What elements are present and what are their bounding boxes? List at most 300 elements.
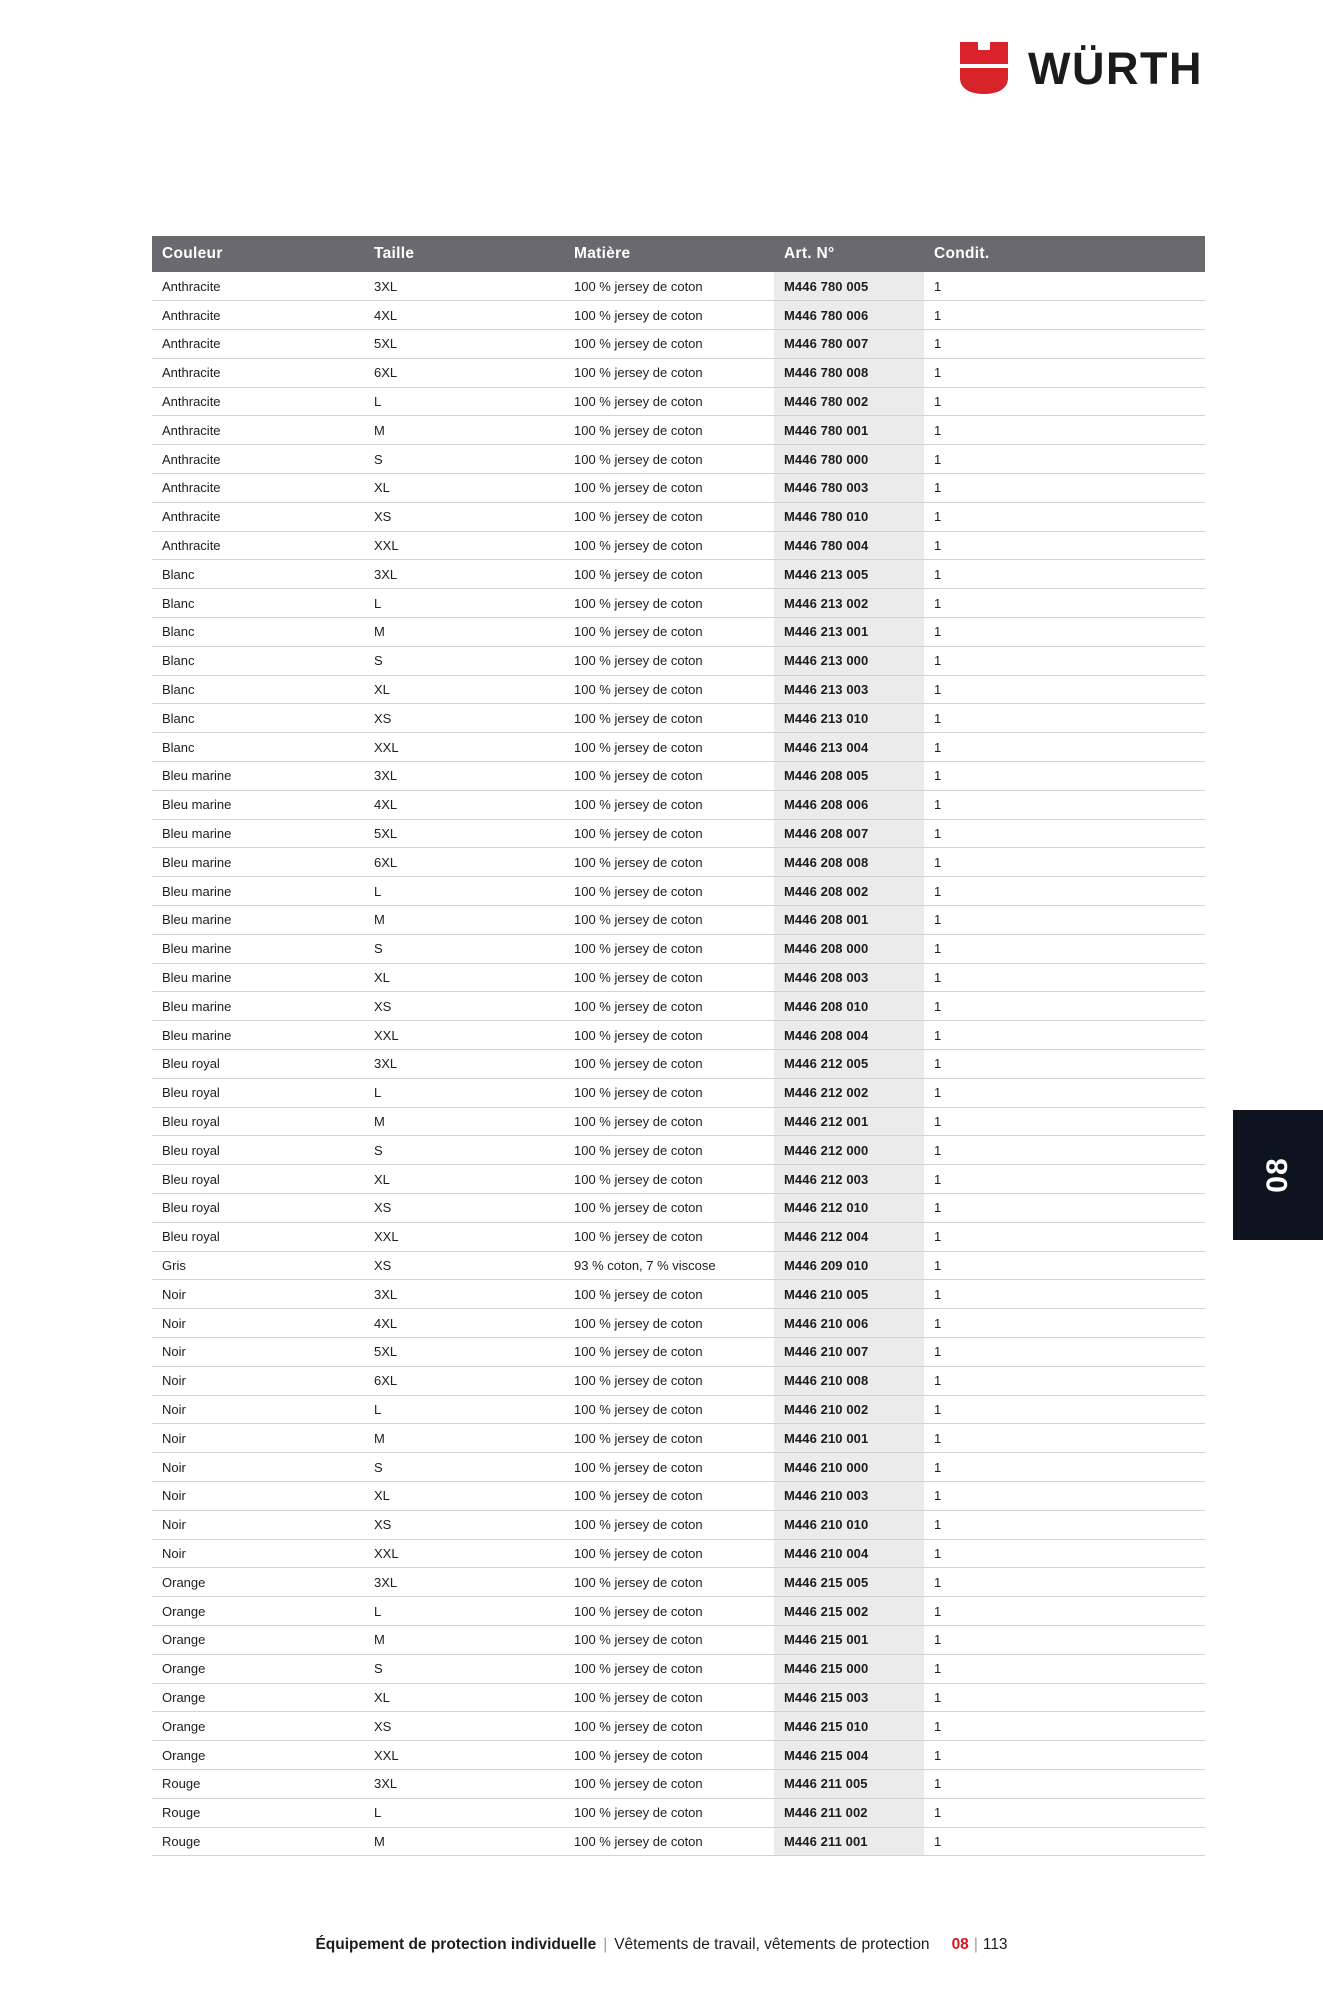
cell-art-no: M446 212 002 bbox=[774, 1078, 924, 1107]
cell-art-no: M446 208 005 bbox=[774, 762, 924, 791]
cell-condit: 1 bbox=[924, 906, 1205, 935]
cell-couleur: Bleu marine bbox=[152, 790, 364, 819]
cell-condit: 1 bbox=[924, 560, 1205, 589]
cell-condit: 1 bbox=[924, 1251, 1205, 1280]
cell-taille: XS bbox=[364, 502, 564, 531]
cell-matiere: 100 % jersey de coton bbox=[564, 1769, 774, 1798]
cell-couleur: Blanc bbox=[152, 618, 364, 647]
cell-art-no: M446 213 000 bbox=[774, 646, 924, 675]
table-row bbox=[152, 1222, 1205, 1251]
table-row bbox=[152, 560, 1205, 589]
cell-matiere: 100 % jersey de coton bbox=[564, 790, 774, 819]
cell-condit: 1 bbox=[924, 1654, 1205, 1683]
cell-matiere: 100 % jersey de coton bbox=[564, 762, 774, 791]
wurth-shield-icon bbox=[958, 40, 1010, 96]
table-row bbox=[152, 589, 1205, 618]
cell-condit: 1 bbox=[924, 445, 1205, 474]
table-header-row bbox=[152, 236, 1205, 272]
cell-condit: 1 bbox=[924, 618, 1205, 647]
cell-couleur: Noir bbox=[152, 1481, 364, 1510]
table-row bbox=[152, 1136, 1205, 1165]
table-row bbox=[152, 1510, 1205, 1539]
table-row bbox=[152, 1769, 1205, 1798]
cell-taille: 3XL bbox=[364, 1769, 564, 1798]
cell-matiere: 100 % jersey de coton bbox=[564, 906, 774, 935]
cell-taille: M bbox=[364, 416, 564, 445]
cell-taille: 3XL bbox=[364, 1280, 564, 1309]
cell-art-no: M446 211 005 bbox=[774, 1769, 924, 1798]
cell-condit: 1 bbox=[924, 531, 1205, 560]
cell-taille: XXL bbox=[364, 1539, 564, 1568]
cell-condit: 1 bbox=[924, 1222, 1205, 1251]
cell-condit: 1 bbox=[924, 1280, 1205, 1309]
cell-couleur: Noir bbox=[152, 1337, 364, 1366]
table-row bbox=[152, 445, 1205, 474]
cell-art-no: M446 212 005 bbox=[774, 1050, 924, 1079]
cell-art-no: M446 209 010 bbox=[774, 1251, 924, 1280]
cell-matiere: 100 % jersey de coton bbox=[564, 1798, 774, 1827]
cell-couleur: Bleu royal bbox=[152, 1194, 364, 1223]
table-row bbox=[152, 1712, 1205, 1741]
cell-matiere: 100 % jersey de coton bbox=[564, 1194, 774, 1223]
cell-condit: 1 bbox=[924, 1510, 1205, 1539]
table-row bbox=[152, 301, 1205, 330]
cell-taille: XXL bbox=[364, 1741, 564, 1770]
cell-condit: 1 bbox=[924, 1481, 1205, 1510]
cell-taille: XL bbox=[364, 963, 564, 992]
cell-matiere: 100 % jersey de coton bbox=[564, 1712, 774, 1741]
table-row bbox=[152, 1194, 1205, 1223]
cell-condit: 1 bbox=[924, 934, 1205, 963]
column-header-condit: Condit. bbox=[924, 236, 1205, 272]
table-row bbox=[152, 819, 1205, 848]
cell-taille: 3XL bbox=[364, 560, 564, 589]
cell-condit: 1 bbox=[924, 301, 1205, 330]
cell-taille: S bbox=[364, 646, 564, 675]
cell-taille: 5XL bbox=[364, 819, 564, 848]
cell-art-no: M446 208 000 bbox=[774, 934, 924, 963]
cell-couleur: Bleu marine bbox=[152, 762, 364, 791]
cell-condit: 1 bbox=[924, 1539, 1205, 1568]
table-body bbox=[152, 272, 1205, 1856]
cell-taille: M bbox=[364, 1625, 564, 1654]
table-row bbox=[152, 474, 1205, 503]
footer-section: Équipement de protection individuelle bbox=[315, 1936, 597, 1953]
cell-taille: XL bbox=[364, 1683, 564, 1712]
cell-art-no: M446 780 010 bbox=[774, 502, 924, 531]
cell-art-no: M446 213 002 bbox=[774, 589, 924, 618]
cell-condit: 1 bbox=[924, 1395, 1205, 1424]
cell-couleur: Orange bbox=[152, 1683, 364, 1712]
cell-matiere: 100 % jersey de coton bbox=[564, 272, 774, 301]
cell-taille: M bbox=[364, 1107, 564, 1136]
cell-art-no: M446 215 000 bbox=[774, 1654, 924, 1683]
footer-chapter-number: 08 bbox=[951, 1936, 969, 1953]
cell-condit: 1 bbox=[924, 790, 1205, 819]
table-row bbox=[152, 1654, 1205, 1683]
cell-matiere: 100 % jersey de coton bbox=[564, 704, 774, 733]
cell-matiere: 100 % jersey de coton bbox=[564, 1222, 774, 1251]
cell-condit: 1 bbox=[924, 992, 1205, 1021]
cell-couleur: Anthracite bbox=[152, 531, 364, 560]
cell-matiere: 100 % jersey de coton bbox=[564, 1165, 774, 1194]
cell-taille: M bbox=[364, 1827, 564, 1856]
table-row bbox=[152, 963, 1205, 992]
cell-condit: 1 bbox=[924, 762, 1205, 791]
cell-art-no: M446 208 008 bbox=[774, 848, 924, 877]
cell-matiere: 100 % jersey de coton bbox=[564, 330, 774, 359]
cell-art-no: M446 780 008 bbox=[774, 358, 924, 387]
cell-matiere: 100 % jersey de coton bbox=[564, 1337, 774, 1366]
cell-taille: 3XL bbox=[364, 272, 564, 301]
cell-art-no: M446 780 005 bbox=[774, 272, 924, 301]
table-row bbox=[152, 618, 1205, 647]
table-row bbox=[152, 733, 1205, 762]
cell-condit: 1 bbox=[924, 1453, 1205, 1482]
cell-taille: XS bbox=[364, 1251, 564, 1280]
cell-matiere: 100 % jersey de coton bbox=[564, 1136, 774, 1165]
cell-condit: 1 bbox=[924, 675, 1205, 704]
cell-taille: XXL bbox=[364, 733, 564, 762]
cell-taille: XS bbox=[364, 1194, 564, 1223]
cell-condit: 1 bbox=[924, 1424, 1205, 1453]
cell-matiere: 100 % jersey de coton bbox=[564, 819, 774, 848]
cell-matiere: 100 % jersey de coton bbox=[564, 502, 774, 531]
cell-matiere: 100 % jersey de coton bbox=[564, 1539, 774, 1568]
cell-matiere: 100 % jersey de coton bbox=[564, 1827, 774, 1856]
cell-taille: XXL bbox=[364, 531, 564, 560]
brand-wordmark: WÜRTH bbox=[1028, 42, 1203, 94]
cell-matiere: 100 % jersey de coton bbox=[564, 1453, 774, 1482]
cell-couleur: Blanc bbox=[152, 675, 364, 704]
cell-couleur: Blanc bbox=[152, 646, 364, 675]
cell-matiere: 100 % jersey de coton bbox=[564, 1683, 774, 1712]
cell-taille: XL bbox=[364, 675, 564, 704]
cell-matiere: 100 % jersey de coton bbox=[564, 1395, 774, 1424]
cell-taille: 6XL bbox=[364, 848, 564, 877]
table-row bbox=[152, 1337, 1205, 1366]
cell-couleur: Anthracite bbox=[152, 301, 364, 330]
cell-couleur: Bleu royal bbox=[152, 1078, 364, 1107]
cell-art-no: M446 780 006 bbox=[774, 301, 924, 330]
cell-condit: 1 bbox=[924, 502, 1205, 531]
cell-taille: M bbox=[364, 1424, 564, 1453]
cell-couleur: Bleu marine bbox=[152, 848, 364, 877]
cell-condit: 1 bbox=[924, 387, 1205, 416]
cell-couleur: Anthracite bbox=[152, 272, 364, 301]
cell-art-no: M446 215 004 bbox=[774, 1741, 924, 1770]
cell-couleur: Noir bbox=[152, 1424, 364, 1453]
cell-matiere: 100 % jersey de coton bbox=[564, 877, 774, 906]
table-row bbox=[152, 387, 1205, 416]
cell-art-no: M446 210 005 bbox=[774, 1280, 924, 1309]
cell-condit: 1 bbox=[924, 1337, 1205, 1366]
cell-matiere: 100 % jersey de coton bbox=[564, 1021, 774, 1050]
table-row bbox=[152, 1050, 1205, 1079]
cell-couleur: Bleu marine bbox=[152, 819, 364, 848]
cell-art-no: M446 780 000 bbox=[774, 445, 924, 474]
cell-taille: L bbox=[364, 1078, 564, 1107]
cell-taille: M bbox=[364, 906, 564, 935]
cell-condit: 1 bbox=[924, 358, 1205, 387]
cell-condit: 1 bbox=[924, 589, 1205, 618]
table-row bbox=[152, 1280, 1205, 1309]
table-row bbox=[152, 330, 1205, 359]
cell-taille: XS bbox=[364, 1510, 564, 1539]
cell-taille: M bbox=[364, 618, 564, 647]
chapter-tab-number: 08 bbox=[1261, 1157, 1294, 1193]
footer-subsection: Vêtements de travail, vêtements de protection bbox=[614, 1936, 930, 1953]
cell-condit: 1 bbox=[924, 963, 1205, 992]
table-row bbox=[152, 1539, 1205, 1568]
cell-matiere: 100 % jersey de coton bbox=[564, 1597, 774, 1626]
cell-taille: L bbox=[364, 877, 564, 906]
cell-couleur: Rouge bbox=[152, 1769, 364, 1798]
table-row bbox=[152, 1625, 1205, 1654]
table-row bbox=[152, 1309, 1205, 1338]
cell-couleur: Bleu marine bbox=[152, 963, 364, 992]
table-row bbox=[152, 848, 1205, 877]
table-row bbox=[152, 1424, 1205, 1453]
cell-art-no: M446 211 002 bbox=[774, 1798, 924, 1827]
cell-couleur: Rouge bbox=[152, 1827, 364, 1856]
cell-condit: 1 bbox=[924, 1078, 1205, 1107]
table-row bbox=[152, 877, 1205, 906]
cell-art-no: M446 780 007 bbox=[774, 330, 924, 359]
cell-matiere: 100 % jersey de coton bbox=[564, 1510, 774, 1539]
cell-condit: 1 bbox=[924, 1309, 1205, 1338]
cell-taille: S bbox=[364, 934, 564, 963]
cell-couleur: Anthracite bbox=[152, 358, 364, 387]
cell-matiere: 100 % jersey de coton bbox=[564, 1625, 774, 1654]
cell-taille: S bbox=[364, 445, 564, 474]
cell-art-no: M446 215 002 bbox=[774, 1597, 924, 1626]
cell-matiere: 100 % jersey de coton bbox=[564, 531, 774, 560]
cell-taille: XL bbox=[364, 1481, 564, 1510]
cell-couleur: Orange bbox=[152, 1597, 364, 1626]
brand-header bbox=[958, 40, 1203, 96]
table-row bbox=[152, 1597, 1205, 1626]
table-row bbox=[152, 1107, 1205, 1136]
cell-matiere: 100 % jersey de coton bbox=[564, 646, 774, 675]
cell-taille: L bbox=[364, 387, 564, 416]
cell-art-no: M446 212 000 bbox=[774, 1136, 924, 1165]
cell-condit: 1 bbox=[924, 1741, 1205, 1770]
cell-couleur: Anthracite bbox=[152, 330, 364, 359]
cell-matiere: 100 % jersey de coton bbox=[564, 1309, 774, 1338]
cell-art-no: M446 208 006 bbox=[774, 790, 924, 819]
cell-matiere: 100 % jersey de coton bbox=[564, 675, 774, 704]
cell-art-no: M446 213 003 bbox=[774, 675, 924, 704]
table-row bbox=[152, 1568, 1205, 1597]
cell-taille: XS bbox=[364, 1712, 564, 1741]
cell-art-no: M446 210 010 bbox=[774, 1510, 924, 1539]
cell-couleur: Bleu royal bbox=[152, 1136, 364, 1165]
cell-condit: 1 bbox=[924, 1107, 1205, 1136]
cell-condit: 1 bbox=[924, 474, 1205, 503]
cell-matiere: 100 % jersey de coton bbox=[564, 358, 774, 387]
table-row bbox=[152, 906, 1205, 935]
cell-condit: 1 bbox=[924, 733, 1205, 762]
table-row bbox=[152, 934, 1205, 963]
cell-matiere: 100 % jersey de coton bbox=[564, 1481, 774, 1510]
cell-art-no: M446 212 004 bbox=[774, 1222, 924, 1251]
cell-art-no: M446 208 007 bbox=[774, 819, 924, 848]
cell-condit: 1 bbox=[924, 1798, 1205, 1827]
cell-art-no: M446 208 004 bbox=[774, 1021, 924, 1050]
footer-page-number: 113 bbox=[982, 1936, 1008, 1953]
cell-taille: XXL bbox=[364, 1222, 564, 1251]
cell-matiere: 100 % jersey de coton bbox=[564, 1568, 774, 1597]
cell-couleur: Orange bbox=[152, 1568, 364, 1597]
cell-taille: XL bbox=[364, 474, 564, 503]
cell-art-no: M446 208 001 bbox=[774, 906, 924, 935]
cell-art-no: M446 212 010 bbox=[774, 1194, 924, 1223]
cell-couleur: Bleu marine bbox=[152, 1021, 364, 1050]
cell-matiere: 100 % jersey de coton bbox=[564, 560, 774, 589]
cell-matiere: 100 % jersey de coton bbox=[564, 992, 774, 1021]
cell-matiere: 100 % jersey de coton bbox=[564, 589, 774, 618]
cell-art-no: M446 210 003 bbox=[774, 1481, 924, 1510]
cell-condit: 1 bbox=[924, 1683, 1205, 1712]
cell-couleur: Bleu marine bbox=[152, 906, 364, 935]
cell-couleur: Rouge bbox=[152, 1798, 364, 1827]
table-row bbox=[152, 1078, 1205, 1107]
cell-condit: 1 bbox=[924, 819, 1205, 848]
cell-couleur: Bleu royal bbox=[152, 1107, 364, 1136]
table-row bbox=[152, 675, 1205, 704]
table-row bbox=[152, 704, 1205, 733]
cell-matiere: 100 % jersey de coton bbox=[564, 934, 774, 963]
cell-condit: 1 bbox=[924, 1050, 1205, 1079]
table-row bbox=[152, 1741, 1205, 1770]
cell-matiere: 100 % jersey de coton bbox=[564, 445, 774, 474]
cell-matiere: 100 % jersey de coton bbox=[564, 1424, 774, 1453]
cell-couleur: Anthracite bbox=[152, 474, 364, 503]
cell-couleur: Bleu marine bbox=[152, 934, 364, 963]
cell-taille: L bbox=[364, 1597, 564, 1626]
cell-condit: 1 bbox=[924, 1712, 1205, 1741]
cell-couleur: Anthracite bbox=[152, 502, 364, 531]
cell-art-no: M446 210 001 bbox=[774, 1424, 924, 1453]
column-header-art-no: Art. N° bbox=[774, 236, 924, 272]
cell-condit: 1 bbox=[924, 1597, 1205, 1626]
cell-couleur: Noir bbox=[152, 1366, 364, 1395]
cell-condit: 1 bbox=[924, 1827, 1205, 1856]
cell-art-no: M446 210 007 bbox=[774, 1337, 924, 1366]
cell-art-no: M446 212 003 bbox=[774, 1165, 924, 1194]
cell-couleur: Orange bbox=[152, 1654, 364, 1683]
cell-couleur: Blanc bbox=[152, 704, 364, 733]
cell-matiere: 93 % coton, 7 % viscose bbox=[564, 1251, 774, 1280]
cell-matiere: 100 % jersey de coton bbox=[564, 618, 774, 647]
cell-taille: L bbox=[364, 589, 564, 618]
cell-taille: 4XL bbox=[364, 301, 564, 330]
cell-condit: 1 bbox=[924, 1568, 1205, 1597]
cell-couleur: Blanc bbox=[152, 560, 364, 589]
cell-couleur: Noir bbox=[152, 1453, 364, 1482]
cell-art-no: M446 780 001 bbox=[774, 416, 924, 445]
cell-condit: 1 bbox=[924, 1021, 1205, 1050]
table-row bbox=[152, 1683, 1205, 1712]
table-row bbox=[152, 416, 1205, 445]
cell-matiere: 100 % jersey de coton bbox=[564, 1078, 774, 1107]
table-row bbox=[152, 531, 1205, 560]
cell-art-no: M446 210 004 bbox=[774, 1539, 924, 1568]
cell-art-no: M446 210 000 bbox=[774, 1453, 924, 1482]
cell-matiere: 100 % jersey de coton bbox=[564, 1107, 774, 1136]
cell-condit: 1 bbox=[924, 330, 1205, 359]
cell-matiere: 100 % jersey de coton bbox=[564, 1654, 774, 1683]
cell-taille: S bbox=[364, 1453, 564, 1482]
cell-couleur: Noir bbox=[152, 1539, 364, 1568]
cell-matiere: 100 % jersey de coton bbox=[564, 733, 774, 762]
cell-matiere: 100 % jersey de coton bbox=[564, 1741, 774, 1770]
cell-condit: 1 bbox=[924, 848, 1205, 877]
cell-condit: 1 bbox=[924, 416, 1205, 445]
cell-condit: 1 bbox=[924, 1366, 1205, 1395]
cell-matiere: 100 % jersey de coton bbox=[564, 474, 774, 503]
cell-art-no: M446 215 010 bbox=[774, 1712, 924, 1741]
product-variants-table bbox=[152, 236, 1205, 1856]
table-row bbox=[152, 1798, 1205, 1827]
cell-couleur: Noir bbox=[152, 1280, 364, 1309]
cell-couleur: Bleu royal bbox=[152, 1050, 364, 1079]
table-row bbox=[152, 646, 1205, 675]
cell-couleur: Bleu marine bbox=[152, 877, 364, 906]
chapter-tab bbox=[1233, 1110, 1323, 1240]
cell-taille: 3XL bbox=[364, 1050, 564, 1079]
column-header-couleur: Couleur bbox=[152, 236, 364, 272]
cell-couleur: Orange bbox=[152, 1741, 364, 1770]
table-row bbox=[152, 762, 1205, 791]
cell-art-no: M446 215 001 bbox=[774, 1625, 924, 1654]
table-row bbox=[152, 272, 1205, 301]
cell-taille: XXL bbox=[364, 1021, 564, 1050]
cell-matiere: 100 % jersey de coton bbox=[564, 1280, 774, 1309]
column-header-taille: Taille bbox=[364, 236, 564, 272]
cell-condit: 1 bbox=[924, 1165, 1205, 1194]
cell-couleur: Noir bbox=[152, 1309, 364, 1338]
cell-condit: 1 bbox=[924, 704, 1205, 733]
cell-taille: XS bbox=[364, 992, 564, 1021]
cell-couleur: Noir bbox=[152, 1510, 364, 1539]
cell-art-no: M446 210 002 bbox=[774, 1395, 924, 1424]
cell-couleur: Anthracite bbox=[152, 387, 364, 416]
cell-taille: L bbox=[364, 1395, 564, 1424]
table-row bbox=[152, 502, 1205, 531]
cell-art-no: M446 213 005 bbox=[774, 560, 924, 589]
footer-page-separator: | bbox=[973, 1936, 978, 1953]
cell-taille: 5XL bbox=[364, 1337, 564, 1366]
cell-art-no: M446 213 001 bbox=[774, 618, 924, 647]
table-row bbox=[152, 1481, 1205, 1510]
cell-couleur: Bleu marine bbox=[152, 992, 364, 1021]
cell-taille: XS bbox=[364, 704, 564, 733]
cell-taille: 3XL bbox=[364, 762, 564, 791]
table-row bbox=[152, 1827, 1205, 1856]
cell-matiere: 100 % jersey de coton bbox=[564, 1366, 774, 1395]
cell-couleur: Blanc bbox=[152, 733, 364, 762]
table-row bbox=[152, 358, 1205, 387]
cell-art-no: M446 208 010 bbox=[774, 992, 924, 1021]
cell-couleur: Anthracite bbox=[152, 416, 364, 445]
cell-couleur: Orange bbox=[152, 1712, 364, 1741]
table-row bbox=[152, 790, 1205, 819]
table-row bbox=[152, 1021, 1205, 1050]
cell-art-no: M446 780 003 bbox=[774, 474, 924, 503]
cell-condit: 1 bbox=[924, 646, 1205, 675]
